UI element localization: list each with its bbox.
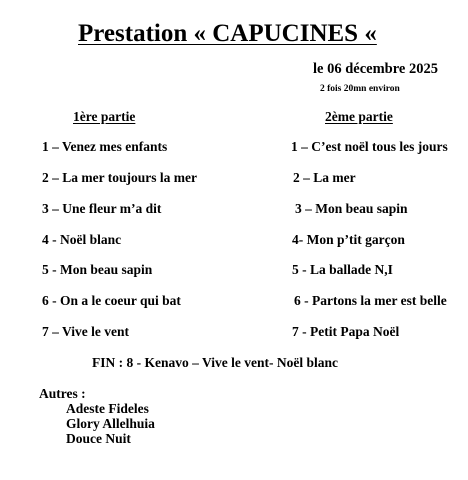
part2-item: 4- Mon p’tit garçon bbox=[292, 232, 405, 247]
part1-item: 6 - On a le coeur qui bat bbox=[42, 293, 181, 308]
part1-item: 3 – Une fleur m’a dit bbox=[42, 201, 162, 216]
other-item: Glory Allelhuia bbox=[66, 416, 155, 431]
part2-item: 7 - Petit Papa Noël bbox=[292, 324, 400, 339]
event-duration: 2 fois 20mn environ bbox=[320, 84, 400, 94]
part2-item: 3 – Mon beau sapin bbox=[295, 201, 408, 216]
others-label: Autres : bbox=[39, 386, 86, 401]
part1-item: 5 - Mon beau sapin bbox=[42, 262, 153, 277]
part2-item: 6 - Partons la mer est belle bbox=[294, 293, 447, 308]
part2-item: 5 - La ballade N,I bbox=[292, 262, 393, 277]
part2-item: 2 – La mer bbox=[293, 170, 356, 185]
finale-line: FIN : 8 - Kenavo – Vive le vent- Noël blanc bbox=[92, 355, 338, 370]
other-item: Douce Nuit bbox=[66, 431, 131, 446]
part2-item: 1 – C’est noël tous les jours bbox=[291, 139, 448, 154]
part1-item: 7 – Vive le vent bbox=[42, 324, 129, 339]
part1-item: 4 - Noël blanc bbox=[42, 232, 122, 247]
part1-heading: 1ère partie bbox=[73, 109, 136, 124]
part1-item: 1 – Venez mes enfants bbox=[42, 139, 168, 154]
event-date: le 06 décembre 2025 bbox=[313, 61, 438, 77]
part2-heading: 2ème partie bbox=[325, 109, 393, 124]
document-title: Prestation « CAPUCINES « bbox=[78, 20, 377, 47]
part1-item: 2 – La mer toujours la mer bbox=[42, 170, 197, 185]
other-item: Adeste Fideles bbox=[66, 401, 149, 416]
